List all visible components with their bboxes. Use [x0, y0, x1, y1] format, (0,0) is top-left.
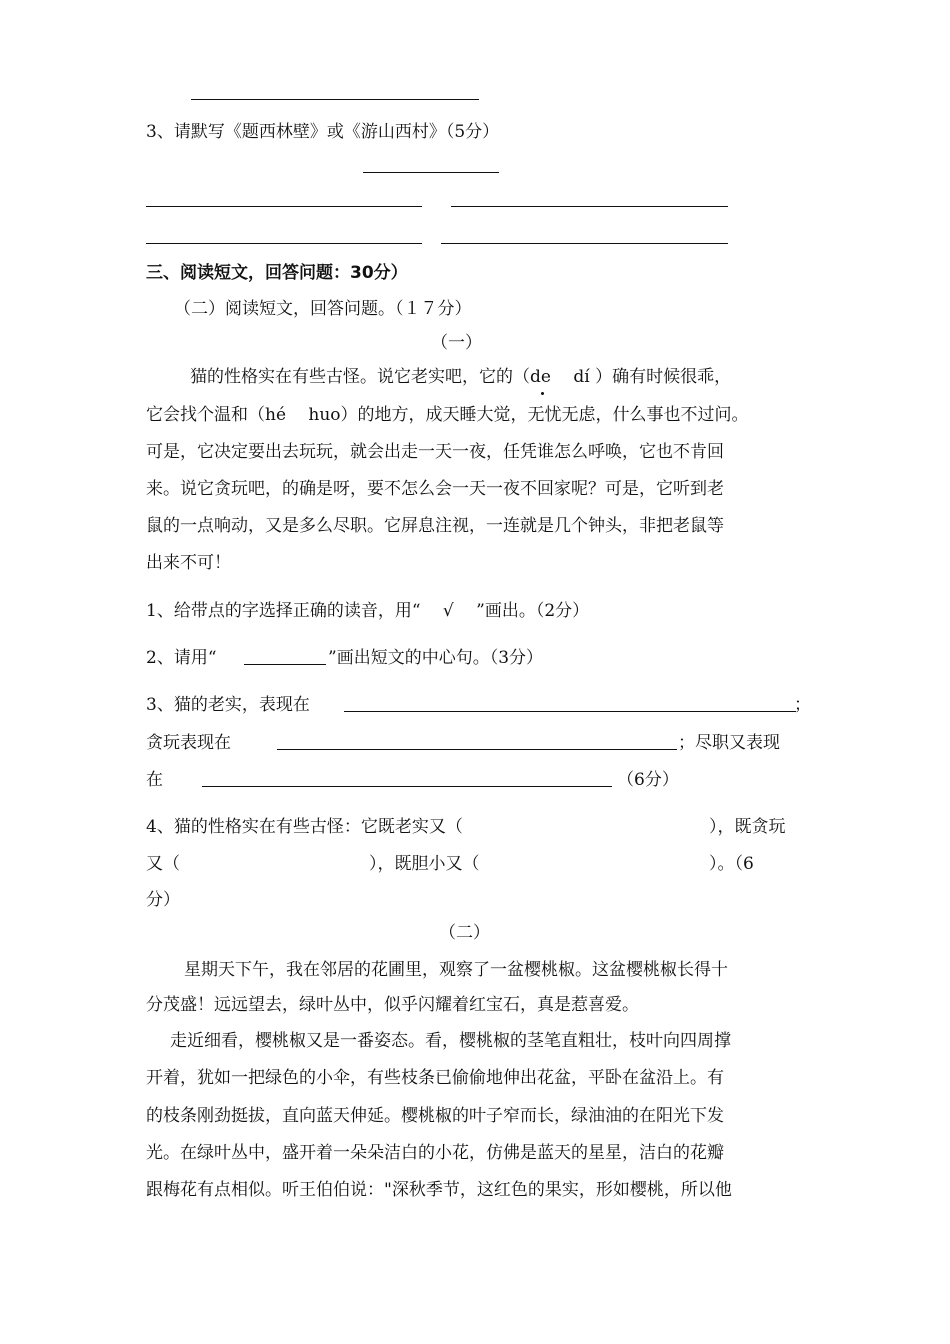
question-3-start: 3、猫的老实，表现在: [146, 695, 310, 715]
question-4-line2a: 又（: [146, 854, 180, 874]
passage-line: 来。说它贪玩吧，的确是呀，要不怎么会一天一夜不回家呢？可是，它听到老: [146, 479, 724, 499]
question-4-line3: 分）: [146, 890, 180, 910]
passage-line: 开着，犹如一把绿色的小伞，有些枝条已偷偷地伸出花盆，平卧在盆沿上。有: [146, 1068, 724, 1088]
passage-heading: （一）: [431, 333, 482, 353]
section-title: 三、阅读短文，回答问题：30分）: [146, 263, 408, 283]
answer-line: [191, 99, 479, 100]
question-2-start: 2、请用“: [146, 648, 217, 668]
answer-line: [451, 206, 728, 207]
emphasis-dot: [541, 392, 544, 395]
passage-line: 分茂盛！远远望去，绿叶丛中，似乎闪耀着红宝石，真是惹喜爱。: [146, 995, 639, 1015]
question-1: 1、给带点的字选择正确的读音，用“ √ ”画出。（2分）: [146, 601, 590, 621]
question-2-end: ”画出短文的中心句。（3分）: [328, 648, 544, 668]
answer-line[interactable]: [202, 786, 612, 787]
question-4-line1a: 4、猫的性格实在有些古怪：它既老实又（: [146, 817, 463, 837]
sub-title: （二）阅读短文，回答问题。（１７分）: [174, 299, 472, 319]
question-3-play: 贪玩表现在: [146, 733, 231, 753]
semicolon: ；: [794, 695, 811, 715]
question-3-score: （6分）: [617, 770, 679, 790]
passage-line: 鼠的一点响动，又是多么尽职。它屏息注视，一连就是几个钟头，非把老鼠等: [146, 516, 724, 536]
passage-line: 走近细看，樱桃椒又是一番姿态。看，樱桃椒的茎笔直粗壮，枝叶向四周撑: [170, 1031, 731, 1051]
passage-line: 猫的性格实在有些古怪。说它老实吧，它的（de dí ）确有时候很乖，: [190, 367, 732, 387]
passage-line: 出来不可！: [146, 553, 231, 573]
question-4-line1b: ），既贪玩: [709, 817, 786, 837]
passage-line: 的枝条刚劲挺拔，直向蓝天伸延。樱桃椒的叶子窄而长，绿油油的在阳光下发: [146, 1106, 724, 1126]
passage-line: 可是，它决定要出去玩玩，就会出走一天一夜，任凭谁怎么呼唤，它也不肯回: [146, 442, 724, 462]
answer-line: [146, 206, 422, 207]
question-3-zai: 在: [146, 770, 163, 790]
passage-line: 它会找个温和（hé huo）的地方，成天睡大觉，无忧无虑，什么事也不过问。: [146, 405, 749, 425]
question-poem: 3、请默写《题西林壁》或《游山西村》（5分）: [146, 122, 500, 142]
passage-heading: （二）: [439, 923, 490, 943]
answer-line: [441, 243, 728, 244]
question-4-line2b: ），既胆小又（: [369, 854, 480, 874]
passage-line: 光。在绿叶丛中，盛开着一朵朵洁白的小花，仿佛是蓝天的星星，洁白的花瓣: [146, 1143, 724, 1163]
question-4-line2c: ）。（6: [709, 854, 754, 874]
answer-line: [363, 172, 499, 173]
answer-line: [244, 664, 326, 665]
answer-line: [146, 243, 422, 244]
answer-line[interactable]: [277, 749, 677, 750]
question-3-duty: ；尽职又表现: [678, 733, 780, 753]
passage-line: 星期天下午，我在邻居的花圃里，观察了一盆樱桃椒。这盆樱桃椒长得十: [184, 960, 728, 980]
passage-line: 跟梅花有点相似。听王伯伯说："深秋季节，这红色的果实，形如樱桃，所以他: [146, 1180, 732, 1200]
answer-line[interactable]: [344, 711, 796, 712]
